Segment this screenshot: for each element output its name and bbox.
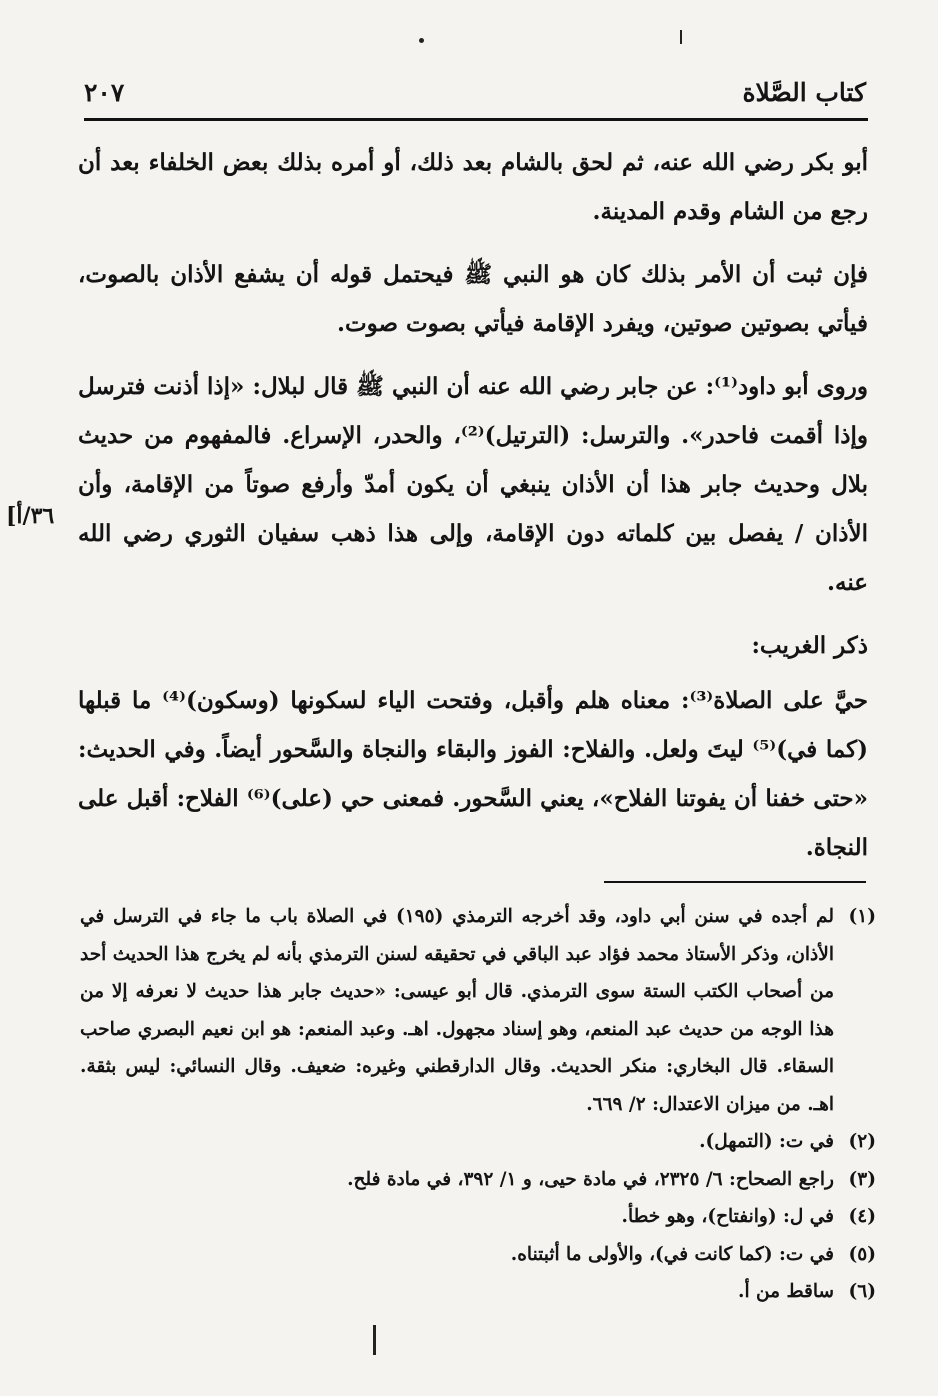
footnote-text: في ت: (كما كانت في)، والأولى ما أثبتناه. — [510, 1243, 834, 1265]
paragraph: وروى أبو داود⁽¹⁾: عن جابر رضي الله عنه أن النبي ﷺ قال لبلال: «إذا أذنت فترسل وإذا أقمت فاحدر». والترسل: (الترتيل)⁽²⁾، والحدر، الإسراع. فالمفهوم من حديث بلال وحديث جابر هذا أن الأذان ينبغي أن يكون أمدّ وأرفع صوتاً من الإقامة، وأن الأذان / يفصل بين كلماته دون الإقامة، وإلى هذا ذهب سفيان الثوري رضي الله عنه. — [78, 373, 869, 596]
footnote — [80, 1236, 876, 1274]
footnote-text: في ت: (التمهل). — [699, 1131, 834, 1152]
header-rule — [84, 118, 868, 121]
main-text — [78, 138, 868, 886]
footnote-text: لم أجده في سنن أبي داود، وقد أخرجه الترمذي (١٩٥) في الصلاة باب ما جاء في الترسل في الأذان، وذكر الأستاذ محمد فؤاد عبد الباقي في تحقيقه لسنن الترمذي بأنه لم يخرج هذا الحديث أحد من أصحاب الكتب الستة سوى الترمذي. قال أبو عيسى: «حديث جابر هذا حديث لا نعرفه إلا من هذا الوجه من حديث عبد المنعم، وهو إسناد مجهول. اهـ. وعبد المنعم: هو ابن نعيم البصري صاحب السقاء. قال البخاري: منكر الحديث. وقال الدارقطني وغيره: ضعيف. وقال النسائي: ليس بثقة. اهـ. من ميزان الاعتدال: ٢/ ٦٦٩. — [80, 906, 834, 1115]
manuscript-folio-note: ٣٦/أ] — [6, 503, 55, 529]
footnote-number: (١) — [848, 906, 876, 927]
page-header — [84, 74, 866, 114]
footnote — [80, 1198, 876, 1236]
footnote — [80, 898, 876, 1123]
section-heading: ذكر الغريب: — [751, 632, 868, 659]
paragraph: أبو بكر رضي الله عنه، ثم لحق بالشام بعد ذلك، أو أمره بذلك بعض الخلفاء بعد أن رجع من الشام وقدم المدينة. — [78, 149, 868, 225]
paragraph: فإن ثبت أن الأمر بذلك كان هو النبي ﷺ فيحتمل قوله أن يشفع الأذان بالصوت، فيأتي بصوتين صوتين، ويفرد الإقامة فيأتي بصوت صوت. — [78, 261, 868, 337]
footnote-text: في ل: (وانفتاح)، وهو خطأ. — [621, 1206, 834, 1227]
footnote-number: (٣) — [848, 1168, 876, 1190]
footnote-number: (٥) — [848, 1243, 876, 1265]
page-number: ٢٠٧ — [84, 78, 125, 107]
footnote-number: (٦) — [848, 1281, 876, 1302]
footnote-text: راجع الصحاح: ٦/ ٢٣٢٥، في مادة حيى، و ١/ ٣٩٢، في مادة فلح. — [347, 1168, 834, 1190]
footnote — [80, 1273, 876, 1311]
footnote-number: (٤) — [848, 1206, 876, 1227]
footnote — [80, 1161, 876, 1199]
scan-stroke — [680, 30, 682, 44]
chapter-title: كتاب الصَّلاة — [742, 78, 866, 107]
scan-speck — [419, 38, 424, 43]
paragraph: حيَّ على الصلاة⁽³⁾: معناه هلم وأقبل، وفتحت الياء لسكونها (وسكون)⁽⁴⁾ ما قبلها (كما في)⁽⁵⁾ ليتَ ولعل. والفلاح: الفوز والبقاء والنجاة والسَّحور أيضاً. وفي الحديث: «حتى خفنا أن يفوتنا الفلاح»، يعني السَّحور. فمعنى حي (على)⁽⁶⁾ الفلاح: أقبل على النجاة. — [78, 687, 869, 861]
footnote-text: ساقط من أ. — [738, 1281, 834, 1302]
footnote — [80, 1123, 876, 1161]
footnote-separator — [604, 881, 866, 883]
scan-stroke — [373, 1325, 376, 1355]
footnote-number: (٢) — [848, 1131, 876, 1152]
footnotes — [80, 898, 876, 1311]
